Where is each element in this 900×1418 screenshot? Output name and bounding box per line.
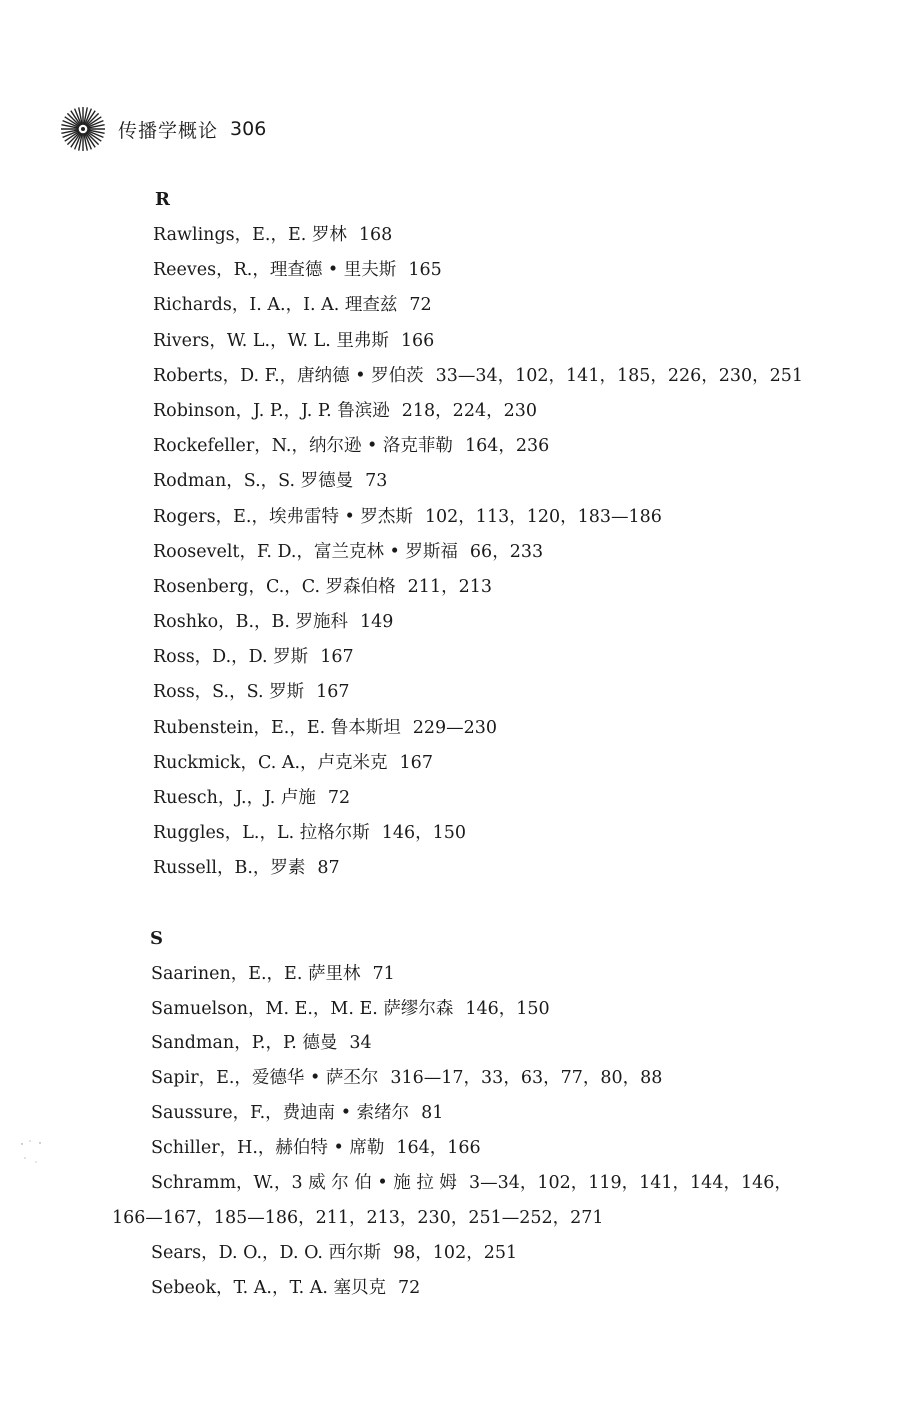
index-entry <box>153 856 340 880</box>
index-entry <box>153 575 492 599</box>
index-entry <box>151 1136 481 1160</box>
index-entry <box>153 399 537 423</box>
entry-name: Ruggles，L.，L. 拉格尔斯 <box>153 823 370 843</box>
entry-pages: 81 <box>421 1103 444 1123</box>
entry-pages: 73 <box>365 471 388 491</box>
entry-pages: 229—230 <box>412 718 498 738</box>
index-entry <box>153 505 662 529</box>
entry-pages: 164，236 <box>464 436 550 456</box>
entry-pages: 166 <box>400 331 435 351</box>
entry-pages: 211，213 <box>407 577 492 597</box>
entry-pages: 164，166 <box>396 1138 481 1158</box>
entry-pages: 165 <box>408 260 442 280</box>
entry-pages: 149 <box>360 612 394 632</box>
entry-pages: 87 <box>317 858 340 878</box>
entry-name: Sears，D. O.，D. O. 西尔斯 <box>151 1243 382 1263</box>
index-entry <box>151 962 395 986</box>
entry-name: Richards，I. A.，I. A. 理查兹 <box>153 295 398 315</box>
entry-name: Schiller，H.，赫伯特 • 席勒 <box>151 1138 385 1158</box>
index-entry <box>153 680 350 704</box>
index-entry <box>153 821 466 845</box>
index-entry <box>153 329 434 353</box>
entry-pages: 3—34，102，119，141，144，146， <box>468 1173 792 1193</box>
entry-name: Ruckmick，C. A.，卢克米克 <box>153 753 388 773</box>
entry-name: Sapir，E.，爱德华 • 萨丕尔 <box>151 1068 379 1088</box>
entry-pages: 167 <box>320 647 354 667</box>
entry-pages: 34 <box>349 1033 372 1053</box>
entry-pages: 102，113，120，183—186 <box>424 507 662 527</box>
entry-name: Rockefeller，N.，纳尔逊 • 洛克菲勒 <box>153 436 453 456</box>
index-entry <box>153 716 497 740</box>
section-letter-s: S <box>150 928 163 949</box>
index-entry <box>153 258 442 282</box>
index-entry <box>151 1241 517 1265</box>
index-entry <box>153 610 393 634</box>
entry-pages: 218，224，230 <box>401 401 537 421</box>
entry-name: Samuelson，M. E.，M. E. 萨缪尔森 <box>151 999 454 1019</box>
entry-name: Ross，D.，D. 罗斯 <box>153 647 309 667</box>
entry-pages: 33—34，102，141，185，226，230，251 <box>435 366 804 386</box>
entry-name: Robinson，J. P.，J. P. 鲁滨逊 <box>153 401 390 421</box>
flower-ornament-icon <box>58 104 108 154</box>
running-header <box>58 103 266 155</box>
entry-name: Ross，S.，S. 罗斯 <box>153 682 305 702</box>
page-number: 306 <box>230 118 267 140</box>
entry-pages: 98，102，251 <box>393 1243 518 1263</box>
index-entry <box>153 786 350 810</box>
index-entry <box>153 364 803 388</box>
entry-name: Rawlings，E.，E. 罗林 <box>153 225 347 245</box>
scan-specks <box>18 1138 48 1168</box>
entry-name: Roberts，D. F.，唐纳德 • 罗伯茨 <box>153 366 424 386</box>
entry-name: Saarinen，E.，E. 萨里林 <box>151 964 361 984</box>
index-entry <box>153 223 392 247</box>
entry-pages: 72 <box>327 788 351 808</box>
entry-name: Rivers，W. L.，W. L. 里弗斯 <box>153 331 389 351</box>
entry-pages: 72 <box>409 295 432 315</box>
entry-name: Reeves，R.，理查德 • 里夫斯 <box>153 260 397 280</box>
index-entry <box>153 540 543 564</box>
index-entry <box>153 469 387 493</box>
index-entry <box>153 434 549 458</box>
entry-name: Ruesch，J.，J. 卢施 <box>153 788 316 808</box>
index-entry <box>153 293 432 317</box>
entry-name: Roshko，B.，B. 罗施科 <box>153 612 349 632</box>
entry-pages: 146，150 <box>381 823 467 843</box>
index-entry <box>151 1066 662 1090</box>
entry-name: Saussure，F.，费迪南 • 索绪尔 <box>151 1103 410 1123</box>
section-letter-r: R <box>155 189 170 210</box>
entry-name: Rosenberg，C.，C. 罗森伯格 <box>153 577 396 597</box>
index-entry <box>151 997 550 1021</box>
entry-pages: 66，233 <box>469 542 544 562</box>
entry-pages: 316—17，33，63，77，80，88 <box>390 1068 663 1088</box>
index-entry <box>153 645 354 669</box>
entry-name: Rodman，S.，S. 罗德曼 <box>153 471 354 491</box>
entry-name: Schramm，W.，3 威 尔 伯 • 施 拉 姆 <box>151 1173 457 1193</box>
entry-name: Sandman，P.，P. 德曼 <box>151 1033 338 1053</box>
entry-pages-continuation: 166—167，185—186，211，213，230，251—252，271 <box>112 1208 604 1228</box>
entry-name: Rubenstein，E.，E. 鲁本斯坦 <box>153 718 401 738</box>
index-entry <box>151 1101 443 1125</box>
entry-name: Russell，B.，罗素 <box>153 858 306 878</box>
index-entry <box>151 1276 420 1300</box>
book-title: 传播学概论 <box>118 119 219 142</box>
index-entry <box>151 1031 372 1055</box>
index-entry <box>151 1171 792 1195</box>
index-entry <box>153 751 433 775</box>
entry-pages: 71 <box>372 964 395 984</box>
entry-pages: 167 <box>316 682 350 702</box>
entry-name: Rogers，E.，埃弗雷特 • 罗杰斯 <box>153 507 413 527</box>
entry-pages: 167 <box>399 753 433 773</box>
entry-pages: 146，150 <box>465 999 550 1019</box>
entry-name: Roosevelt，F. D.，富兰克林 • 罗斯福 <box>153 542 458 562</box>
entry-pages: 168 <box>358 225 393 245</box>
entry-pages: 72 <box>397 1278 421 1298</box>
entry-name: Sebeok，T. A.，T. A. 塞贝克 <box>151 1278 386 1298</box>
